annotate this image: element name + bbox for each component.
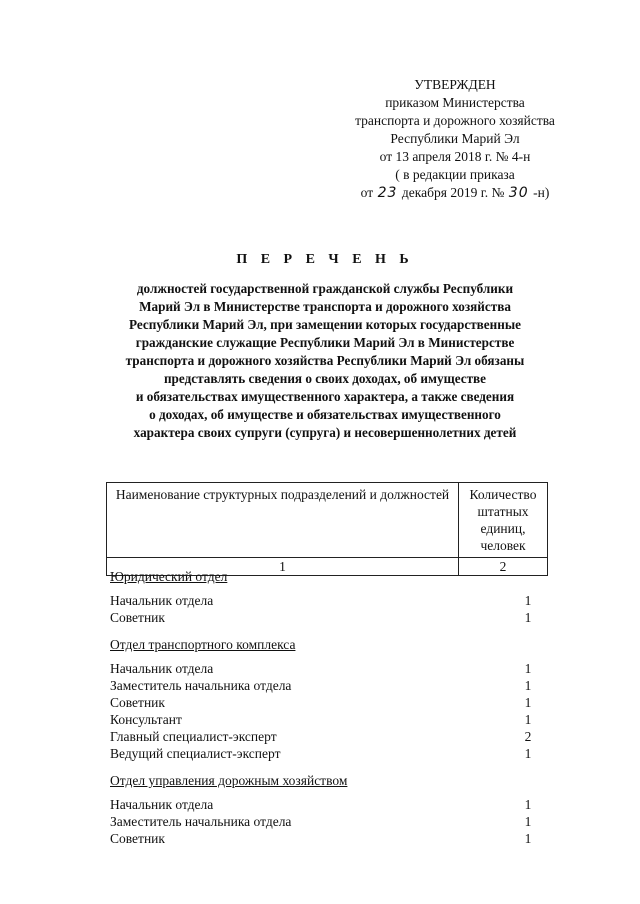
approval-line: ( в редакции приказа — [395, 167, 515, 182]
handwritten-day: 23 — [377, 185, 398, 201]
position-count: 1 — [524, 831, 532, 846]
title-line: представлять сведения о своих доходах, об имуществе — [163, 371, 487, 386]
position-row — [110, 813, 540, 830]
col1-header: Наименование структурных подразделений и должностей — [107, 483, 459, 558]
position-count: 1 — [524, 610, 532, 625]
position-row — [110, 660, 540, 677]
position-title: Ведущий специалист-эксперт — [110, 746, 281, 761]
position-row — [110, 609, 540, 626]
position-row — [110, 745, 540, 762]
title-heading: П Е Р Е Ч Е Н Ь — [236, 252, 414, 267]
position-count: 1 — [524, 797, 532, 812]
position-row — [110, 728, 540, 745]
approval-line: транспорта и дорожного хозяйства — [355, 113, 555, 128]
position-count: 2 — [524, 729, 532, 744]
position-title: Советник — [110, 831, 165, 846]
revision-middle: декабря 2019 г. № — [401, 185, 505, 200]
position-title: Советник — [110, 610, 165, 625]
department-name: Юридический отдел — [110, 569, 228, 584]
position-title: Главный специалист-эксперт — [110, 729, 277, 744]
approval-line: УТВЕРЖДЕН — [414, 77, 496, 92]
document-title — [90, 252, 560, 442]
position-title: Заместитель начальника отдела — [110, 814, 292, 829]
position-count: 1 — [524, 593, 532, 608]
department-name: Отдел управления дорожным хозяйством — [110, 773, 348, 788]
title-line: Марий Эл в Министерстве транспорта и дорожного хозяйства — [139, 299, 511, 314]
position-count: 1 — [524, 712, 532, 727]
position-row — [110, 796, 540, 813]
position-row — [110, 677, 540, 694]
departments-list — [110, 568, 540, 857]
position-title: Консультант — [110, 712, 182, 727]
approval-revision-line — [330, 184, 580, 202]
header-row — [107, 483, 548, 558]
department-section — [110, 772, 540, 847]
position-title: Начальник отдела — [110, 661, 214, 676]
col2-number: 2 — [459, 558, 548, 576]
position-count: 1 — [524, 695, 532, 710]
position-row — [110, 694, 540, 711]
department-name: Отдел транспортного комплекса — [110, 637, 296, 652]
title-line: должностей государственной гражданской службы Республики — [136, 281, 514, 296]
revision-prefix: от — [360, 185, 374, 200]
position-row — [110, 711, 540, 728]
position-count: 1 — [524, 746, 532, 761]
position-count: 1 — [524, 814, 532, 829]
revision-suffix: -н) — [533, 185, 550, 200]
title-line: гражданские служащие Республики Марий Эл в Министерстве — [135, 335, 515, 350]
approval-stamp — [330, 76, 580, 202]
title-line: о доходах, об имуществе и обязательствах имущественного — [149, 407, 501, 422]
title-line: характера своих супруги (супруга) и несовершеннолетних детей — [133, 425, 517, 440]
department-section — [110, 568, 540, 626]
approval-line: Республики Марий Эл — [390, 131, 520, 146]
department-section — [110, 636, 540, 762]
title-line: транспорта и дорожного хозяйства Республики Марий Эл обязаны — [125, 353, 525, 368]
position-title: Начальник отдела — [110, 797, 214, 812]
header-table — [106, 482, 548, 576]
title-line: Республики Марий Эл, при замещении которых государственные — [129, 317, 521, 332]
position-title: Начальник отдела — [110, 593, 214, 608]
title-line: и обязательствах имущественного характера, а также сведения — [135, 389, 515, 404]
position-row — [110, 830, 540, 847]
position-count: 1 — [524, 678, 532, 693]
position-row — [110, 592, 540, 609]
position-count: 1 — [524, 661, 532, 676]
handwritten-number: 30 — [508, 185, 529, 201]
position-title: Советник — [110, 695, 165, 710]
col1-number: 1 — [107, 558, 459, 576]
approval-line: от 13 апреля 2018 г. № 4-н — [379, 149, 531, 164]
position-title: Заместитель начальника отдела — [110, 678, 292, 693]
approval-line: приказом Министерства — [385, 95, 525, 110]
col2-header: Количество штатных единиц, человек — [459, 483, 548, 558]
